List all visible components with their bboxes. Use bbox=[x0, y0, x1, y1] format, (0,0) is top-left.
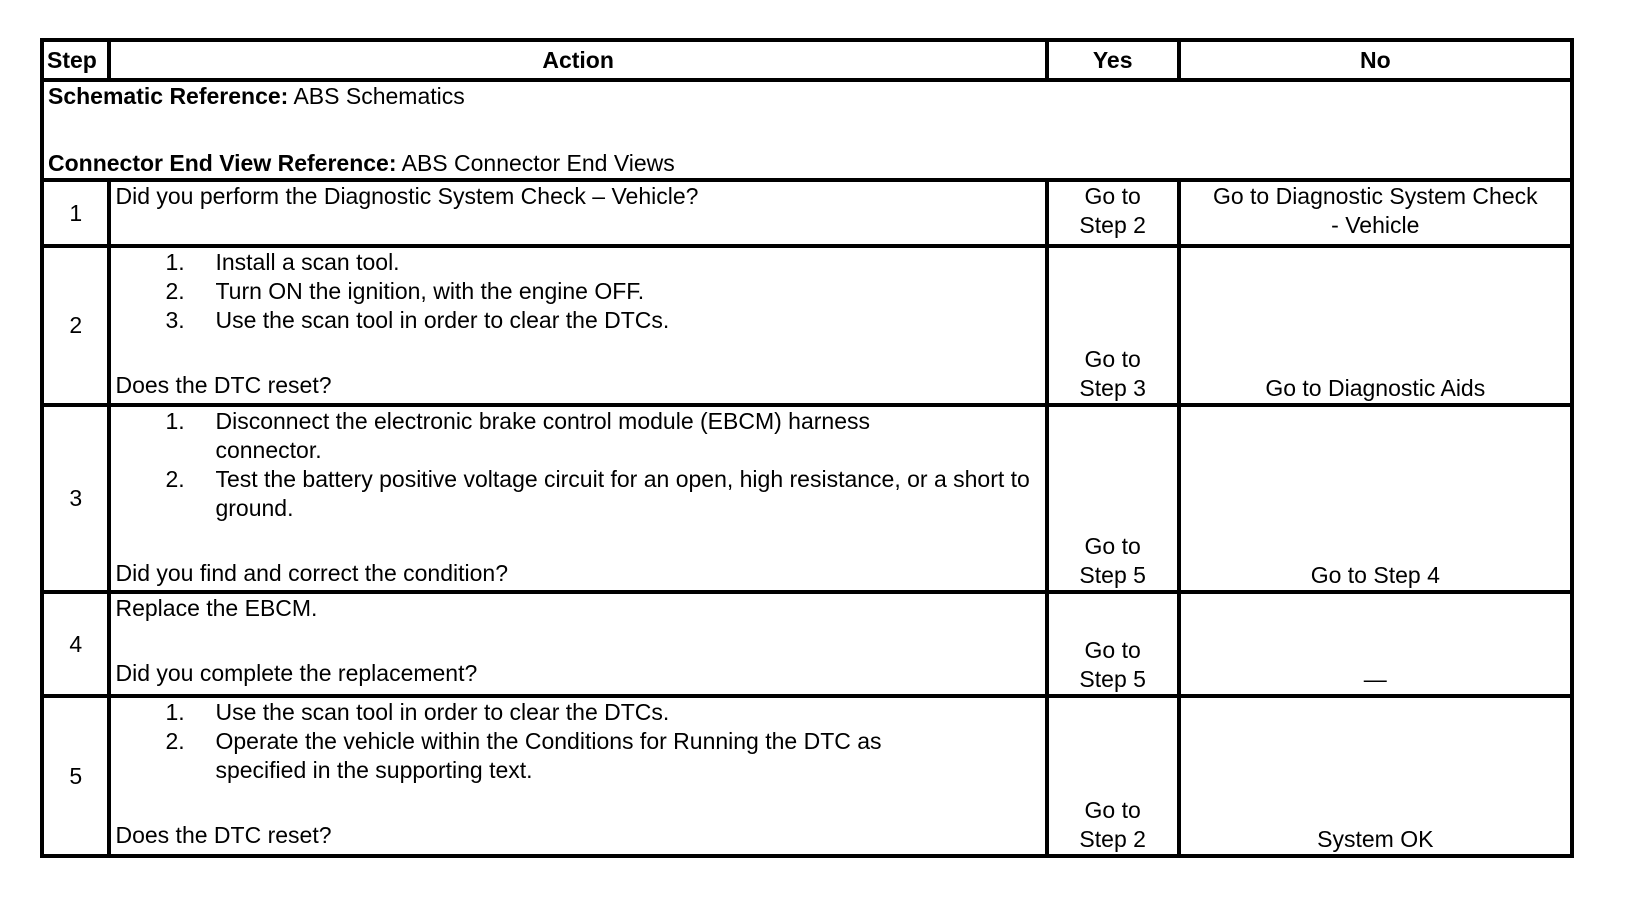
list-text: Turn ON the ignition, with the engine OFF. bbox=[215, 278, 645, 304]
table-row bbox=[42, 592, 1572, 696]
list-text: Test the battery positive voltage circuit for an open, high resistance, or a short to ground. bbox=[215, 466, 1030, 521]
diagnostic-table bbox=[40, 38, 1574, 858]
numbered-list bbox=[115, 248, 1040, 335]
list-number: 1. bbox=[165, 408, 185, 434]
list-item bbox=[115, 407, 1040, 465]
no-line: Go to Diagnostic System Check bbox=[1212, 183, 1538, 209]
header-no: No bbox=[1179, 40, 1572, 80]
no-cell bbox=[1179, 592, 1572, 696]
list-item bbox=[115, 698, 1040, 727]
yes-cell bbox=[1047, 246, 1179, 405]
list-text: Install a scan tool. bbox=[215, 249, 400, 275]
yes-line: Go to bbox=[1084, 183, 1141, 209]
list-text: Use the scan tool in order to clear the DTCs. bbox=[215, 699, 670, 725]
yes-cell bbox=[1047, 180, 1179, 246]
reference-cell bbox=[42, 80, 1572, 180]
step-number: 3 bbox=[42, 405, 109, 592]
connector-reference-value: ABS Connector End Views bbox=[396, 150, 675, 176]
table-row bbox=[42, 696, 1572, 856]
list-item bbox=[115, 306, 1040, 335]
table-row bbox=[42, 180, 1572, 246]
no-cell bbox=[1179, 696, 1572, 856]
action-cell bbox=[109, 696, 1046, 856]
schematic-reference bbox=[48, 82, 1566, 111]
list-number: 2. bbox=[165, 466, 185, 492]
list-item bbox=[115, 277, 1040, 306]
yes-line: Step 5 bbox=[1079, 666, 1146, 692]
no-line: - Vehicle bbox=[1331, 212, 1420, 238]
no-line: System OK bbox=[1317, 826, 1434, 852]
yes-line: Step 5 bbox=[1079, 562, 1146, 588]
yes-line: Go to bbox=[1084, 797, 1141, 823]
action-cell bbox=[109, 246, 1046, 405]
no-line: Go to Diagnostic Aids bbox=[1265, 375, 1486, 401]
list-item bbox=[115, 465, 1040, 523]
step-number: 1 bbox=[42, 180, 109, 246]
question-text: Did you find and correct the condition? bbox=[115, 560, 508, 586]
header-row bbox=[42, 40, 1572, 80]
action-cell bbox=[109, 405, 1046, 592]
list-number: 2. bbox=[165, 728, 185, 754]
no-cell bbox=[1179, 246, 1572, 405]
numbered-list bbox=[115, 698, 1040, 785]
list-item bbox=[115, 248, 1040, 277]
no-line: — bbox=[1363, 666, 1387, 692]
list-number: 2. bbox=[165, 278, 185, 304]
step-number: 5 bbox=[42, 696, 109, 856]
yes-line: Step 2 bbox=[1079, 826, 1146, 852]
header-step: Step bbox=[42, 40, 109, 80]
list-text: Operate the vehicle within the Conditions for Running the DTC as specified in the supporting text. bbox=[215, 728, 882, 783]
list-number: 3. bbox=[165, 307, 185, 333]
list-number: 1. bbox=[165, 249, 185, 275]
connector-reference bbox=[48, 149, 1566, 178]
header-action: Action bbox=[109, 40, 1046, 80]
action-cell bbox=[109, 592, 1046, 696]
no-cell bbox=[1179, 405, 1572, 592]
list-text: Disconnect the electronic brake control module (EBCM) harness connector. bbox=[215, 408, 870, 463]
no-line: Go to Step 4 bbox=[1310, 562, 1440, 588]
action-cell bbox=[109, 180, 1046, 246]
list-text: Use the scan tool in order to clear the DTCs. bbox=[215, 307, 670, 333]
yes-cell bbox=[1047, 405, 1179, 592]
header-yes: Yes bbox=[1047, 40, 1179, 80]
table-row bbox=[42, 246, 1572, 405]
question-text: Did you complete the replacement? bbox=[115, 660, 478, 686]
action-text: Replace the EBCM. bbox=[115, 595, 318, 621]
yes-line: Step 2 bbox=[1079, 212, 1146, 238]
yes-cell bbox=[1047, 696, 1179, 856]
list-item bbox=[115, 727, 1040, 785]
action-text: Did you perform the Diagnostic System Check – Vehicle? bbox=[115, 183, 699, 209]
table-row bbox=[42, 405, 1572, 592]
schematic-reference-label: Schematic Reference: bbox=[48, 83, 289, 109]
yes-cell bbox=[1047, 592, 1179, 696]
list-number: 1. bbox=[165, 699, 185, 725]
no-cell bbox=[1179, 180, 1572, 246]
reference-row bbox=[42, 80, 1572, 180]
question-text: Does the DTC reset? bbox=[115, 822, 332, 848]
question-text: Does the DTC reset? bbox=[115, 372, 332, 398]
step-number: 2 bbox=[42, 246, 109, 405]
numbered-list bbox=[115, 407, 1040, 523]
step-number: 4 bbox=[42, 592, 109, 696]
yes-line: Go to bbox=[1084, 637, 1141, 663]
yes-line: Step 3 bbox=[1079, 375, 1146, 401]
connector-reference-label: Connector End View Reference: bbox=[48, 150, 397, 176]
yes-line: Go to bbox=[1084, 346, 1141, 372]
schematic-reference-value: ABS Schematics bbox=[288, 83, 465, 109]
yes-line: Go to bbox=[1084, 533, 1141, 559]
